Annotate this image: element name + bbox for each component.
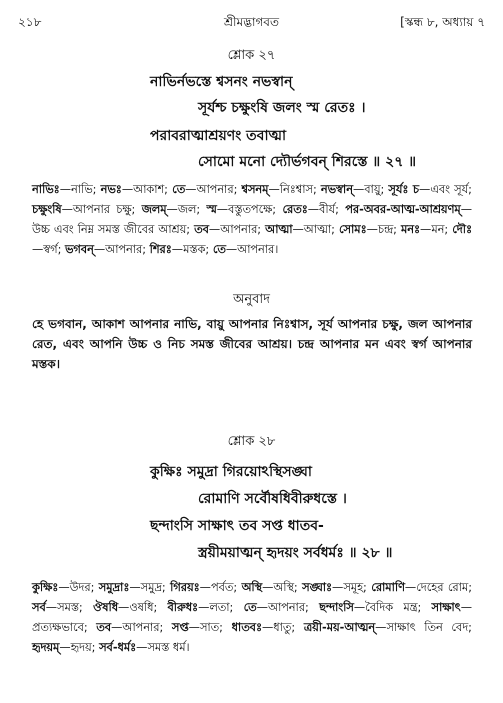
synonym-meaning: আপনার <box>105 243 143 256</box>
synonym-meaning: চন্দ্র <box>377 223 394 236</box>
synonym-meaning: অস্থি <box>273 581 294 594</box>
sloka-28-line-4: স্ত্রয়ীময়াত্মন্ হৃদয়ং সর্বধর্মঃ ॥ ২৮ ॥ <box>198 545 393 561</box>
sloka-27-line-4: সোমো মনো দ্যৌর্ভগবন্ শিরস্তে ॥ ২৭ ॥ <box>198 154 417 170</box>
synonym-meaning: সাক্ষাৎ তিন বেদ <box>386 621 469 634</box>
sloka-28-line-2: রোমাণি সর্বৌষধিবীরুধস্তে । <box>198 491 347 507</box>
synonym-meaning: এবং সূর্য <box>430 183 469 196</box>
synonym-word: তে <box>212 243 226 256</box>
synonym-meaning: উচ্চ এবং নিম্ন সমস্ত জীবের আশ্রয় <box>32 223 187 236</box>
synonym-meaning: বৈদিক মন্ত্র <box>365 601 418 614</box>
synonym-meaning: পর্বত <box>210 581 234 594</box>
chapter-reference: [স্কন্ধ ৮, অধ্যায় ৭ <box>400 15 485 29</box>
synonym-word: সঙ্ঘাঃ <box>302 581 333 594</box>
synonym-meaning: আকাশ <box>133 183 165 196</box>
synonym-meaning: আত্মা <box>303 223 332 236</box>
synonym-word: ঔষধি <box>92 601 119 614</box>
synonym-meaning: আপনার <box>122 621 160 634</box>
synonym-word: সর্ব <box>32 601 46 614</box>
synonym-word: তব <box>96 621 112 634</box>
synonym-meaning: ধাতু <box>273 621 292 634</box>
synonym-meaning: আপনার <box>237 243 275 256</box>
synonym-word: সোমঃ <box>338 223 367 236</box>
sloka-27-line-1: নাভির্নভস্তে শ্বসনং নভস্বান্ <box>150 74 293 90</box>
synonym-meaning: সমুদ্র <box>140 581 162 594</box>
sloka-28-line-3: ছন্দাংসি সাক্ষাৎ তব সপ্ত ধাতব- <box>150 518 324 534</box>
sloka-28-synonyms: কুক্ষিঃ—উদর; সমুদ্রাঃ—সমুদ্র; গিরয়ঃ—পর্বত; অস্থি—অস্থি; সঙ্ঘাঃ—সমূহ; রোমাণি—দেহের রোম; সর্ব—সমস্ত; ঔষধি—ওষধি; বীরুধঃ—লতা; তে—আপনার; ছন্দাংসি—বৈদিক মন্ত্র; সাক্ষাৎ—প্রত্যক্ষভাবে; তব—আপনার; সপ্ত—সাত; ধাতবঃ—ধাতু; ত্রয়ী-ময়-আত্মন্—সাক্ষাৎ তিন বেদ; হৃদয়ম্—হৃদয়; সর্ব-ধর্মঃ—সমস্ত ধর্ম। <box>32 581 473 654</box>
synonym-meaning: সমস্ত <box>57 601 79 614</box>
synonym-word: অস্থি <box>241 581 263 594</box>
synonym-meaning: আপনার <box>196 183 234 196</box>
synonym-word: হৃদয়ম্ <box>32 641 60 654</box>
synonym-meaning: স্বর্গ <box>43 243 58 256</box>
synonym-word: ছন্দাংসি <box>319 601 354 614</box>
translation-text: হে ভগবান, আকাশ আপনার নাভি, বায়ু আপনার নিঃশ্বাস, সূর্য আপনার চক্ষু, জল আপনার রেত, এবং আপনি উচ্চ ও নিচ সমস্ত জীবের আশ্রয়। চন্দ্র আপনার মন এবং স্বর্গ আপনার মস্তক। <box>32 317 472 371</box>
synonym-meaning: হৃদয় <box>70 641 92 654</box>
synonym-word: রোমাণি <box>371 581 405 594</box>
synonym-word: রেতঃ <box>282 203 308 216</box>
synonym-word: গিরয়ঃ <box>170 581 200 594</box>
synonym-word: নাভিঃ <box>32 183 60 196</box>
synonym-meaning: নাভি <box>71 183 93 196</box>
page-header <box>18 14 485 34</box>
synonym-word: সমুদ্রাঃ <box>98 581 130 594</box>
synonym-word: পর-অবর-আত্ম-আশ্রয়ণম্ <box>345 203 461 216</box>
synonym-meaning: জল <box>177 203 197 216</box>
synonym-meaning: আপনার চক্ষু <box>72 203 132 216</box>
synonym-meaning: মন <box>431 223 445 236</box>
synonym-meaning: ওষধি <box>129 601 154 614</box>
sloka-27-line-2: সূর্যশ্চ চক্ষুংষি জলং স্ম রেতঃ । <box>198 100 366 116</box>
synonym-word: স্ম <box>206 203 217 216</box>
synonym-word: কুক্ষিঃ <box>32 581 59 594</box>
translation-heading: অনুবাদ <box>233 292 270 307</box>
synonym-meaning: দেহের রোম <box>416 581 469 594</box>
synonym-meaning: বস্তুতপক্ষে <box>228 203 273 216</box>
synonym-word: আত্মা <box>265 223 293 236</box>
synonym-word: সর্ব-ধর্মঃ <box>99 641 137 654</box>
synonym-meaning: সমস্ত ধর্ম <box>147 641 186 654</box>
synonym-word: তব <box>194 223 209 236</box>
synonym-word: সাক্ষাৎ <box>431 601 461 614</box>
book-title: শ্রীমদ্ভাগবত <box>223 15 279 29</box>
synonym-meaning: বীর্য <box>319 203 336 216</box>
synonym-meaning: আপনার <box>220 223 258 236</box>
synonym-word: তে <box>172 183 186 196</box>
synonym-word: ধাতবঃ <box>231 621 262 634</box>
sloka-28-heading: শ্লোক ২৮ <box>227 434 276 449</box>
sloka-27-heading: শ্লোক ২৭ <box>227 48 276 63</box>
sloka-28-line-1: কুক্ষিঃ সমুদ্রা গিরয়োঽস্থিসঙ্ঘা <box>150 464 312 480</box>
synonym-word: মনঃ <box>400 223 421 236</box>
synonym-word: নভঃ <box>100 183 122 196</box>
synonym-word: সূর্যঃ চ <box>388 183 419 196</box>
synonym-meaning: বায়ু <box>364 183 381 196</box>
synonym-meaning: লতা <box>209 601 230 614</box>
synonym-word: তে <box>243 601 257 614</box>
synonym-word: সপ্ত <box>171 621 189 634</box>
synonym-word: শিরঃ <box>149 243 172 256</box>
synonym-meaning: আপনার <box>267 601 306 614</box>
synonym-meaning: প্রত্যক্ষভাবে <box>32 621 84 634</box>
synonym-word: বীরুধঃ <box>167 601 199 614</box>
synonym-word: জলম্ <box>141 203 167 216</box>
synonym-word: ত্রয়ী-ময়-আত্মন্ <box>303 621 376 634</box>
synonym-meaning: মস্তক <box>183 243 206 256</box>
synonym-meaning: সমূহ <box>343 581 363 594</box>
page-number: ২১৮ <box>18 15 42 29</box>
sloka-27-line-3: পরাবরাত্মাশ্রয়ণং তবাত্মা <box>150 128 287 144</box>
synonym-word: ভগবন্ <box>64 243 94 256</box>
synonym-word: দৌঃ <box>452 223 472 236</box>
synonym-meaning: উদর <box>69 581 91 594</box>
synonym-meaning: সাত <box>199 621 220 634</box>
synonym-meaning: নিঃশ্বাস <box>279 183 313 196</box>
synonym-word: নভস্বান্ <box>320 183 353 196</box>
sloka-27-synonyms: নাভিঃ—নাভি; নভঃ—আকাশ; তে—আপনার; শ্বসনম্—নিঃশ্বাস; নভস্বান্—বায়ু; সূর্যঃ চ—এবং সূর্য; চক্ষুংষি—আপনার চক্ষু; জলম্—জল; স্ম—বস্তুতপক্ষে; রেতঃ—বীর্য; পর-অবর-আত্ম-আশ্রয়ণম্—উচ্চ এবং নিম্ন সমস্ত জীবের আশ্রয়; তব—আপনার; আত্মা—আত্মা; সোমঃ—চন্দ্র; মনঃ—মন; দৌঃ—স্বর্গ; ভগবন্—আপনার; শিরঃ—মস্তক; তে—আপনার। <box>32 183 472 256</box>
synonym-word: চক্ষুংষি <box>32 203 62 216</box>
synonym-word: শ্বসনম্ <box>241 183 269 196</box>
